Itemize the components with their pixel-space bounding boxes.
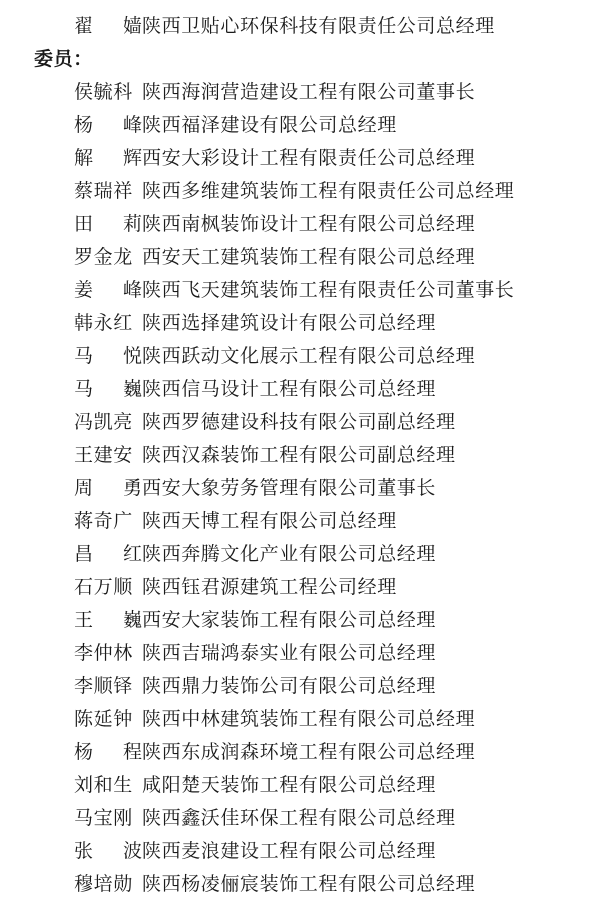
member-name: 李顺铎 bbox=[74, 675, 133, 697]
member-org: 陕西多维建筑装饰工程有限责任公司总经理 bbox=[142, 180, 515, 202]
member-row bbox=[0, 76, 600, 109]
member-org: 陕西钰君源建筑工程公司经理 bbox=[142, 576, 397, 598]
member-row bbox=[0, 769, 600, 802]
member-row bbox=[0, 835, 600, 868]
member-org: 陕西奔腾文化产业有限公司总经理 bbox=[142, 543, 437, 565]
member-name: 杨 程 bbox=[74, 741, 155, 763]
member-org: 西安大象劳务管理有限公司董事长 bbox=[142, 477, 437, 499]
member-org: 陕西杨凌俪宸装饰工程有限公司总经理 bbox=[142, 873, 476, 895]
member-row bbox=[0, 538, 600, 571]
member-row bbox=[0, 670, 600, 703]
member-org: 陕西跃动文化展示工程有限公司总经理 bbox=[142, 345, 476, 367]
member-row bbox=[0, 637, 600, 670]
member-org: 陕西汉森装饰工程有限公司副总经理 bbox=[142, 444, 456, 466]
member-org: 陕西海润营造建设工程有限公司董事长 bbox=[142, 81, 476, 103]
member-row bbox=[0, 604, 600, 637]
member-row bbox=[0, 109, 600, 142]
member-row bbox=[0, 175, 600, 208]
member-org: 陕西东成润森环境工程有限公司总经理 bbox=[142, 741, 476, 763]
member-org: 西安大彩设计工程有限责任公司总经理 bbox=[142, 147, 476, 169]
member-name: 石万顺 bbox=[74, 576, 133, 598]
member-name: 昌 红 bbox=[74, 543, 155, 565]
member-row bbox=[0, 868, 600, 901]
member-name: 冯凯亮 bbox=[74, 411, 133, 433]
member-row bbox=[0, 703, 600, 736]
member-name: 罗金龙 bbox=[74, 246, 133, 268]
member-name: 杨 峰 bbox=[74, 114, 155, 136]
member-name: 张 波 bbox=[74, 840, 155, 862]
member-name: 侯毓科 bbox=[74, 81, 133, 103]
member-row bbox=[0, 802, 600, 835]
member-row bbox=[0, 505, 600, 538]
member-row bbox=[0, 571, 600, 604]
member-row bbox=[0, 274, 600, 307]
section-heading: 委员： bbox=[34, 48, 93, 70]
member-row bbox=[0, 142, 600, 175]
member-org: 陕西福泽建设有限公司总经理 bbox=[142, 114, 397, 136]
member-org: 陕西鑫沃佳环保工程有限公司总经理 bbox=[142, 807, 456, 829]
member-row bbox=[0, 736, 600, 769]
member-name: 蒋奇广 bbox=[74, 510, 133, 532]
member-name: 马 悦 bbox=[74, 345, 155, 367]
member-name: 李仲林 bbox=[74, 642, 133, 664]
member-org: 陕西罗德建设科技有限公司副总经理 bbox=[142, 411, 456, 433]
member-org: 陕西信马设计工程有限公司总经理 bbox=[142, 378, 437, 400]
member-row bbox=[0, 439, 600, 472]
member-name: 马 巍 bbox=[74, 378, 155, 400]
member-org: 陕西吉瑞鸿泰实业有限公司总经理 bbox=[142, 642, 437, 664]
member-org: 咸阳楚天装饰工程有限公司总经理 bbox=[142, 774, 437, 796]
member-row bbox=[0, 208, 600, 241]
member-name: 陈延钟 bbox=[74, 708, 133, 730]
member-org: 西安大家装饰工程有限公司总经理 bbox=[142, 609, 437, 631]
member-org: 陕西飞天建筑装饰工程有限责任公司董事长 bbox=[142, 279, 515, 301]
member-name: 蔡瑞祥 bbox=[74, 180, 133, 202]
member-row bbox=[0, 472, 600, 505]
member-name: 周 勇 bbox=[74, 477, 155, 499]
member-row bbox=[0, 241, 600, 274]
member-org: 陕西麦浪建设工程有限公司总经理 bbox=[142, 840, 437, 862]
member-org: 陕西选择建筑设计有限公司总经理 bbox=[142, 312, 437, 334]
member-row bbox=[0, 373, 600, 406]
member-name: 田 莉 bbox=[74, 213, 155, 235]
member-org: 陕西卫贴心环保科技有限责任公司总经理 bbox=[142, 15, 495, 37]
member-name: 刘和生 bbox=[74, 774, 133, 796]
member-list bbox=[0, 76, 600, 901]
member-org: 西安天工建筑装饰工程有限公司总经理 bbox=[142, 246, 476, 268]
member-name: 姜 峰 bbox=[74, 279, 155, 301]
member-name: 翟 嫱 bbox=[74, 15, 155, 37]
member-row bbox=[0, 307, 600, 340]
member-name: 韩永红 bbox=[74, 312, 133, 334]
top-entry bbox=[0, 10, 600, 43]
member-name: 王 巍 bbox=[74, 609, 155, 631]
member-org: 陕西南枫装饰设计工程有限公司总经理 bbox=[142, 213, 476, 235]
member-name: 马宝刚 bbox=[74, 807, 133, 829]
member-name: 解 辉 bbox=[74, 147, 155, 169]
member-name: 穆培勋 bbox=[74, 873, 133, 895]
member-name: 王建安 bbox=[74, 444, 133, 466]
member-row bbox=[0, 406, 600, 439]
member-org: 陕西鼎力装饰公司有限公司总经理 bbox=[142, 675, 437, 697]
member-org: 陕西天博工程有限公司总经理 bbox=[142, 510, 397, 532]
member-row bbox=[0, 340, 600, 373]
member-org: 陕西中林建筑装饰工程有限公司总经理 bbox=[142, 708, 476, 730]
